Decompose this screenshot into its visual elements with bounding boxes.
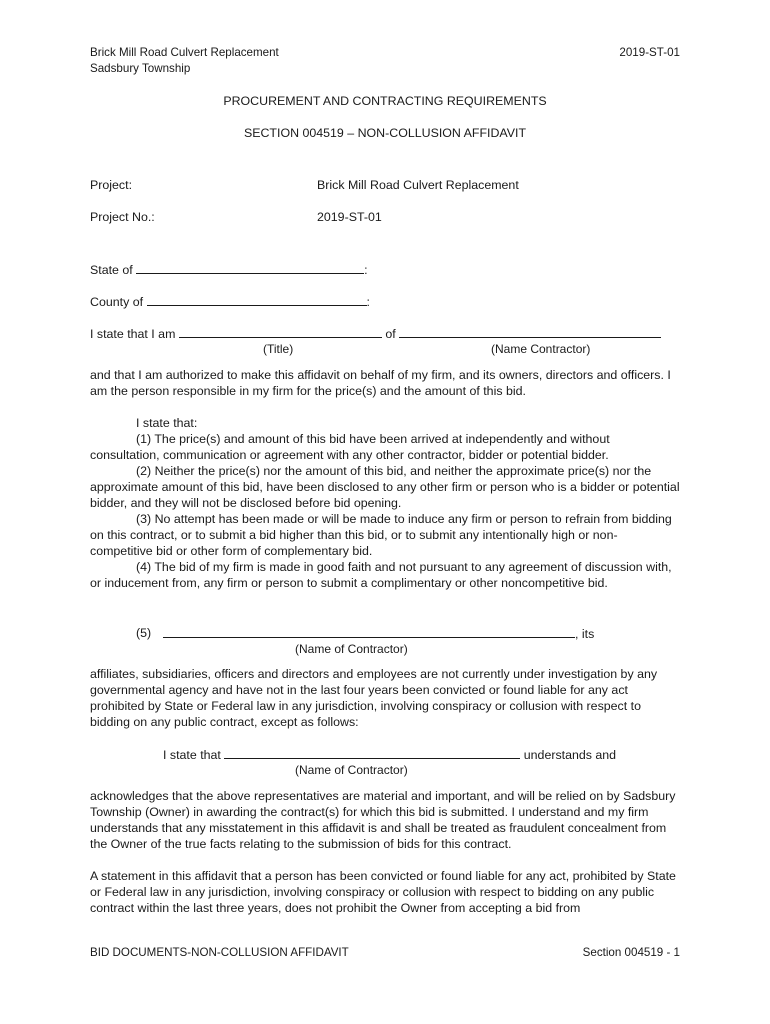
understands-caption: (Name of Contractor) — [295, 763, 408, 777]
i-state-label: I state that I am — [90, 327, 176, 341]
county-colon: : — [366, 295, 370, 309]
item5-line — [163, 626, 594, 641]
statement-item-1: (1) The price(s) and amount of this bid have been arrived at independently and without consultation, communication or agreement with any other contractor, bidder or potential bidder. — [90, 432, 610, 462]
county-blank[interactable] — [147, 294, 367, 306]
project-no-value: 2019-ST-01 — [317, 210, 382, 224]
statement-item-2: (2) Neither the price(s) nor the amount of this bid, and neither the approximate price(s) nor the approximate amount of this bid, have been disclosed to any other firm or person who is a bidder or potential bidder, and they will not be disclosed before bid opening. — [90, 464, 680, 510]
statement-text: A statement in this affidavit that a person has been convicted or found liable for any act, prohibited by State or Federal law in any jurisdiction, involving conspiracy or collusion with respect to bidding on any public contract within the last three years, does not prohibit the Owner from accepting a bid from — [90, 869, 676, 915]
section-title: SECTION 004519 – NON-COLLUSION AFFIDAVIT — [243, 126, 527, 140]
project-label: Project: — [90, 178, 133, 192]
title-blank[interactable] — [179, 326, 382, 338]
county-line — [90, 294, 370, 309]
statements-list — [90, 415, 680, 591]
statement-paragraph — [90, 868, 680, 916]
state-blank[interactable] — [136, 262, 364, 274]
footer-left: BID DOCUMENTS-NON-COLLUSION AFFIDAVIT — [90, 946, 349, 959]
contractor-name-blank[interactable] — [399, 326, 661, 338]
statement-item-3: (3) No attempt has been made or will be made to induce any firm or person to refrain from bidding on this contract, or to submit a bid higher than this bid, or to submit any intentionally high or non-competitive bid or other form of complementary bid. — [90, 512, 672, 558]
item5-contractor-blank[interactable] — [163, 626, 575, 638]
state-colon: : — [364, 263, 368, 277]
acknowledges-text: acknowledges that the above representatives are material and important, and will be relied on by Sadsbury Township (Owner) in awarding the contract(s) for which this bid is submitted. I understand and my firm understands that any misstatement in this affidavit is and shall be treated as fraudulent concealment from the Owner of the true facts relating to the submission of bids for this contract. — [90, 789, 676, 851]
county-label: County of — [90, 295, 144, 309]
understands-contractor-blank[interactable] — [224, 747, 520, 759]
i-state-that-heading: I state that: — [136, 416, 198, 430]
acknowledges-paragraph — [90, 788, 680, 852]
item5-suffix: , its — [575, 627, 595, 641]
affiliates-paragraph — [90, 666, 680, 730]
affiliates-text: affiliates, subsidiaries, officers and directors and employees are not currently under investigation by any governmental agency and have not in the last four years been convicted or found liable for any act prohibited by State or Federal law in any jurisdiction, involving conspiracy or collusion with respect to bidding on any public contract, except as follows: — [90, 667, 658, 729]
understands-and-label: understands and — [523, 748, 617, 762]
authorized-paragraph — [90, 367, 680, 399]
header-township: Sadsbury Township — [90, 62, 191, 75]
footer-right: Section 004519 - 1 — [582, 946, 680, 959]
name-contractor-caption: (Name Contractor) — [491, 342, 591, 356]
project-value: Brick Mill Road Culvert Replacement — [317, 178, 519, 192]
main-title: PROCUREMENT AND CONTRACTING REQUIREMENTS — [223, 94, 547, 108]
understands-line — [163, 747, 616, 762]
header-project-name: Brick Mill Road Culvert Replacement — [90, 46, 279, 59]
item5-number: (5) — [136, 626, 152, 640]
i-state-that-inline: I state that — [163, 748, 221, 762]
authorized-text: and that I am authorized to make this affidavit on behalf of my firm, and its owners, directors and officers. I am the person responsible in my firm for the price(s) and the amount of this bid. — [90, 368, 671, 398]
header-project-code: 2019-ST-01 — [619, 46, 680, 59]
project-no-label: Project No.: — [90, 210, 155, 224]
state-line — [90, 262, 368, 277]
statement-item-4: (4) The bid of my firm is made in good faith and not pursuant to any agreement of discussion with, or inducement from, any firm or person to submit a complimentary or other noncompetitive bid. — [90, 560, 672, 590]
item5-caption: (Name of Contractor) — [295, 642, 408, 656]
i-state-line — [90, 326, 661, 341]
of-label: of — [385, 327, 396, 341]
title-caption: (Title) — [263, 342, 294, 356]
state-label: State of — [90, 263, 133, 277]
